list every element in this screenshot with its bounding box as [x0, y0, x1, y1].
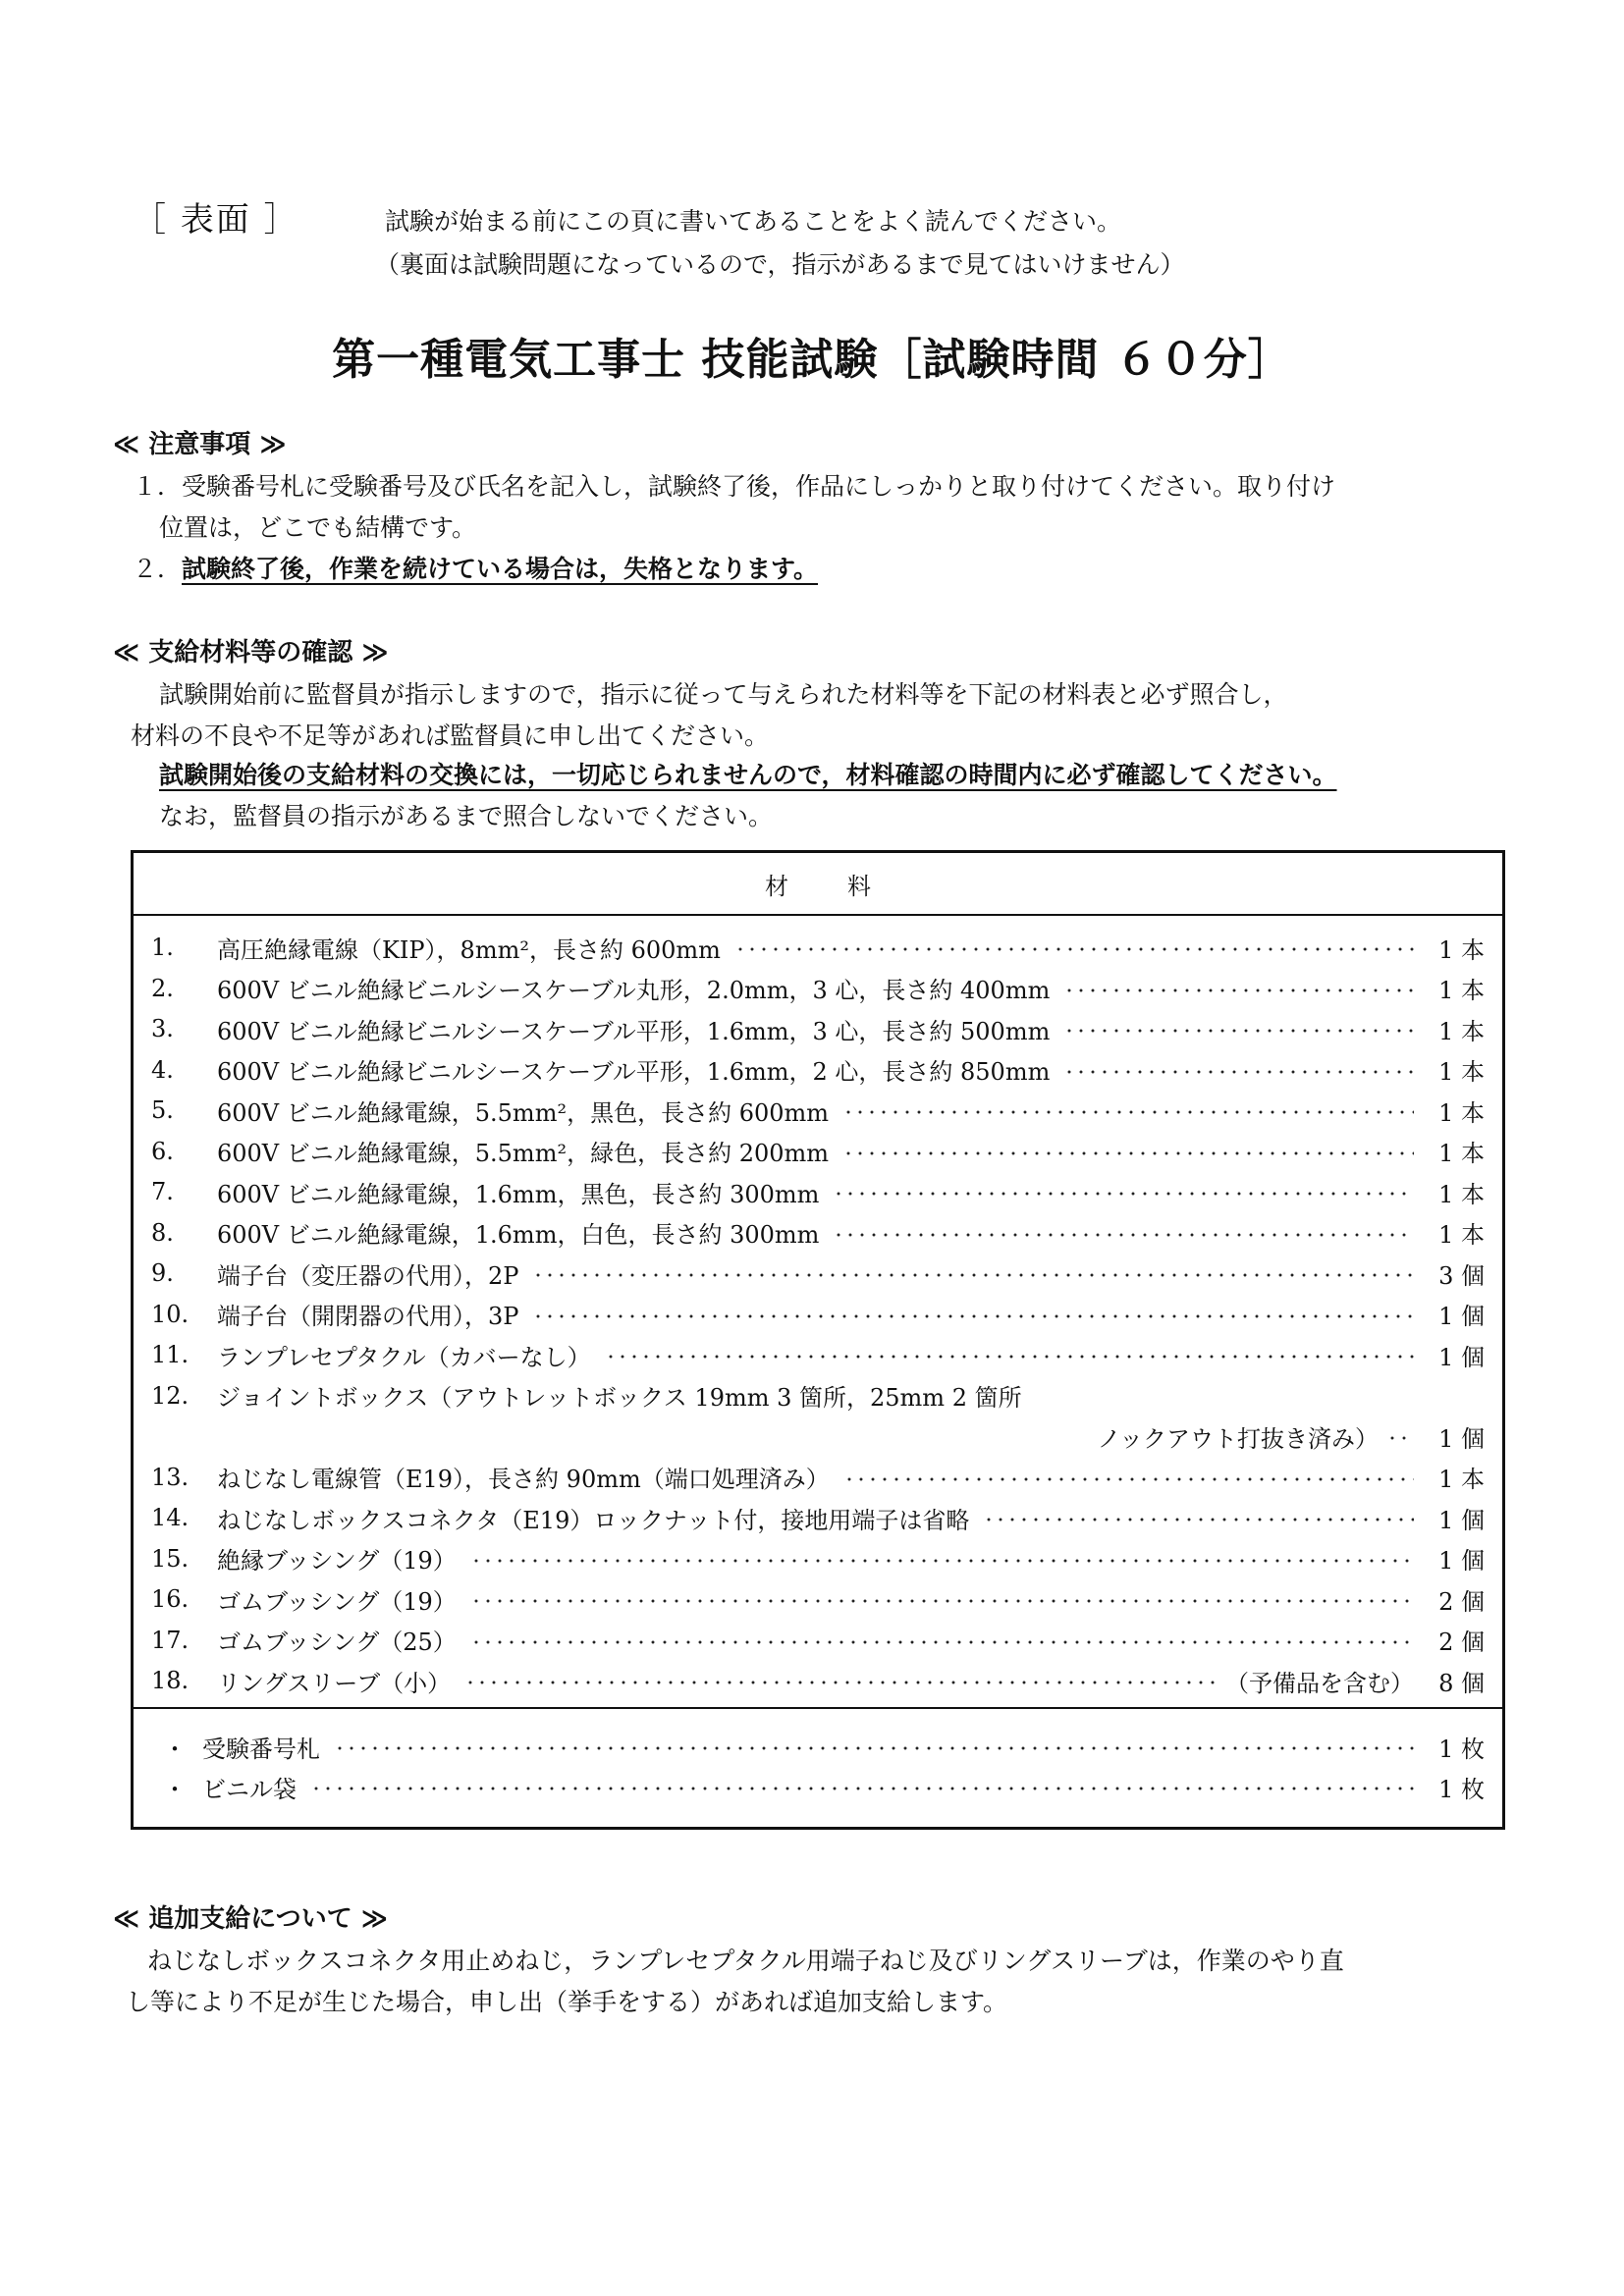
side-label: ［ 表面 ］ — [133, 200, 299, 240]
material-text: 600V ビニル絶縁電線，1.6mm，白色，長さ約 300mm — [217, 1221, 820, 1249]
material-description — [217, 1460, 1414, 1494]
material-text: 高圧絶縁電線（KIP），8mm²，長さ約 600mm — [217, 935, 721, 964]
material-text: 600V ビニル絶縁ビニルシースケーブル平形，1.6mm，2 心，長さ約 850mm — [217, 1058, 1051, 1086]
material-text: 端子台（変圧器の代用），2P — [217, 1261, 519, 1290]
material-row — [134, 1295, 1502, 1334]
dot-leader — [532, 1263, 1414, 1287]
notes-item2-text: 試験終了後，作業を続けている場合は，失格となります。 — [182, 555, 819, 583]
additional-heading: ≪ 追加支給について ≫ — [113, 1904, 389, 1934]
intro-line-1: 試験が始まる前にこの頁に書いてあることをよく読んでください。 — [385, 207, 1122, 236]
supply-check-heading: ≪ 支給材料等の確認 ≫ — [113, 638, 389, 667]
material-quantity: 1 本 — [1438, 1140, 1485, 1167]
material-number: 1. — [151, 934, 174, 961]
dot-leader — [842, 1100, 1414, 1124]
material-text: 絶縁ブッシング（19） — [217, 1547, 457, 1575]
material-quantity: 1 個 — [1438, 1424, 1485, 1453]
material-description — [217, 1215, 1414, 1250]
extra-text: 受験番号札 — [202, 1735, 320, 1763]
material-row — [134, 1579, 1502, 1619]
materials-divider — [134, 1707, 1502, 1709]
supply-check-line1: 試験開始前に監督員が指示しますので，指示に従って与えられた材料等を下記の材料表と必ず照合し， — [159, 680, 1288, 709]
notes-heading: ≪ 注意事項 ≫ — [113, 430, 287, 459]
material-row — [134, 1254, 1502, 1293]
extra-description — [202, 1730, 1414, 1764]
dot-leader — [1063, 979, 1414, 1002]
material-row — [134, 1172, 1502, 1211]
material-quantity: 1 個 — [1438, 1343, 1485, 1371]
notes-item1-line1: １．受験番号札に受験番号及び氏名を記入し，試験終了後，作品にしっかりと取り付けてください。取り付け — [133, 472, 1336, 501]
material-number: 2. — [151, 974, 174, 1002]
material-quantity: 1 個 — [1438, 1547, 1485, 1575]
material-description — [217, 1378, 1414, 1413]
material-description-continuation — [217, 1419, 1414, 1454]
dot-leader — [833, 1182, 1414, 1205]
material-number: 14. — [151, 1504, 189, 1531]
material-text: 600V ビニル絶縁電線，5.5mm²，緑色，長さ約 200mm — [217, 1140, 830, 1167]
extra-row — [134, 1767, 1502, 1806]
intro-line-2: （裏面は試験問題になっているので，指示があるまで見てはいけません） — [375, 250, 1185, 279]
notes-item2-number: ２． — [133, 555, 183, 583]
dot-leader — [334, 1736, 1414, 1760]
materials-table — [131, 850, 1505, 1830]
additional-line1: ねじなしボックスコネクタ用止めねじ，ランプレセプタクル用端子ねじ及びリングスリーブは，作業のやり直 — [147, 1947, 1344, 1975]
material-row — [134, 1376, 1502, 1415]
material-row — [134, 1009, 1502, 1048]
material-quantity: 1 個 — [1438, 1506, 1485, 1534]
material-quantity: 1 本 — [1438, 977, 1485, 1004]
material-description — [217, 1297, 1414, 1331]
material-number: 13. — [151, 1463, 189, 1491]
material-row — [134, 1539, 1502, 1578]
material-description — [217, 1134, 1414, 1168]
material-text: 600V ビニル絶縁電線，1.6mm，黒色，長さ約 300mm — [217, 1180, 820, 1208]
material-row — [134, 1213, 1502, 1253]
dot-leader — [983, 1508, 1414, 1531]
material-row — [134, 1335, 1502, 1374]
material-number: 8. — [151, 1218, 174, 1247]
supply-check-line3: 試験開始後の支給材料の交換には，一切応じられませんので，材料確認の時間内に必ず確認してください。 — [159, 761, 1337, 789]
dot-leader — [310, 1777, 1414, 1800]
supply-check-line2: 材料の不良や不足等があれば監督員に申し出てください。 — [131, 721, 770, 750]
material-number: 18. — [151, 1667, 189, 1694]
material-description — [217, 1623, 1414, 1657]
extra-text: ビニル袋 — [202, 1775, 297, 1803]
dot-leader — [734, 937, 1414, 961]
extra-bullet: ・ — [163, 1775, 187, 1803]
material-text: 600V ビニル絶縁ビニルシースケーブル平形，1.6mm，3 心，長さ約 500mm — [217, 1017, 1051, 1045]
material-text: ゴムブッシング（25） — [217, 1629, 457, 1656]
material-quantity: 8 個 — [1438, 1669, 1485, 1697]
material-number: 7. — [151, 1178, 174, 1205]
material-text: ねじなし電線管（E19），長さ約 90mm（端口処理済み） — [217, 1466, 830, 1493]
material-number: 3. — [151, 1015, 174, 1042]
material-quantity: 2 個 — [1438, 1629, 1485, 1656]
materials-header: 材料 — [134, 853, 1502, 916]
material-number: 11. — [151, 1341, 189, 1368]
material-quantity: 1 本 — [1438, 1466, 1485, 1493]
material-row — [134, 1621, 1502, 1660]
material-text: リングスリーブ（小） — [217, 1669, 452, 1697]
dot-leader — [843, 1468, 1414, 1491]
material-quantity: 1 本 — [1438, 1058, 1485, 1086]
material-text: ランプレセプタクル（カバーなし） — [217, 1343, 591, 1371]
material-text: ゴムブッシング（19） — [217, 1587, 457, 1616]
dot-leader — [833, 1223, 1414, 1247]
material-row — [134, 1050, 1502, 1090]
material-number: 9. — [151, 1259, 174, 1287]
material-quantity: 1 個 — [1438, 1303, 1485, 1330]
material-description — [217, 1012, 1414, 1046]
material-text: 600V ビニル絶縁電線，5.5mm²，黒色，長さ約 600mm — [217, 1098, 830, 1127]
material-number: 15. — [151, 1544, 189, 1573]
material-description — [217, 1664, 1414, 1698]
material-text: ねじなしボックスコネクタ（E19）ロックナット付，接地用端子は省略 — [217, 1506, 970, 1534]
dot-leader — [470, 1589, 1414, 1613]
material-number: 4. — [151, 1055, 174, 1084]
material-row — [134, 969, 1502, 1008]
material-description — [217, 1501, 1414, 1535]
material-description — [217, 1052, 1414, 1087]
page-title: 第一種電気工事士 技能試験［試験時間 ６０分］ — [332, 335, 1292, 385]
notes-item1-line2: 位置は，どこでも結構です。 — [159, 513, 477, 542]
dot-leader — [1063, 1060, 1414, 1084]
material-row — [134, 1091, 1502, 1130]
material-row-continuation — [134, 1416, 1502, 1456]
extra-description — [202, 1770, 1414, 1804]
dot-leader — [532, 1305, 1414, 1328]
material-description — [217, 971, 1414, 1005]
material-text: 端子台（開閉器の代用），3P — [217, 1303, 519, 1330]
dot-leader — [605, 1345, 1414, 1368]
supply-check-line4: なお，監督員の指示があるまで照合しないでください。 — [159, 802, 774, 830]
material-number: 5. — [151, 1096, 174, 1124]
material-row — [134, 928, 1502, 967]
material-note: （予備品を含む） — [1225, 1669, 1414, 1697]
additional-line2: し等により不足が生じた場合，申し出（挙手をする）があれば追加支給します。 — [126, 1988, 1008, 2016]
material-quantity: 2 個 — [1438, 1587, 1485, 1616]
material-quantity: 1 本 — [1438, 935, 1485, 964]
material-number: 12. — [151, 1381, 189, 1410]
dot-leader — [1386, 1426, 1414, 1450]
dot-leader — [470, 1630, 1414, 1654]
dot-leader — [842, 1142, 1414, 1165]
extra-bullet: ・ — [163, 1735, 187, 1763]
material-description — [217, 1541, 1414, 1575]
dot-leader — [470, 1549, 1414, 1573]
dot-leader — [1063, 1019, 1414, 1042]
material-row — [134, 1132, 1502, 1171]
material-row — [134, 1458, 1502, 1497]
material-text-continuation: ノックアウト打抜き済み） — [1097, 1424, 1379, 1453]
material-quantity: 1 本 — [1438, 1221, 1485, 1249]
material-quantity: 1 本 — [1438, 1180, 1485, 1208]
material-description — [217, 1338, 1414, 1372]
material-number: 10. — [151, 1300, 189, 1328]
extra-row — [134, 1727, 1502, 1766]
extra-quantity: 1 枚 — [1438, 1735, 1485, 1763]
material-description — [217, 1175, 1414, 1209]
material-row — [134, 1661, 1502, 1700]
material-description — [217, 1582, 1414, 1617]
material-description — [217, 931, 1414, 965]
material-number: 16. — [151, 1585, 189, 1613]
material-quantity: 1 本 — [1438, 1098, 1485, 1127]
material-number: 6. — [151, 1137, 174, 1165]
dot-leader — [464, 1671, 1216, 1694]
material-text: ジョイントボックス（アウトレットボックス 19mm 3 箇所，25mm 2 箇所 — [217, 1384, 1022, 1412]
extra-quantity: 1 枚 — [1438, 1775, 1485, 1803]
material-quantity: 1 本 — [1438, 1017, 1485, 1045]
material-row — [134, 1498, 1502, 1537]
notes-item2 — [133, 550, 818, 585]
material-description — [217, 1094, 1414, 1128]
material-number: 17. — [151, 1626, 189, 1654]
material-quantity: 3 個 — [1438, 1261, 1485, 1290]
material-description — [217, 1256, 1414, 1291]
material-text: 600V ビニル絶縁ビニルシースケーブル丸形，2.0mm，3 心，長さ約 400mm — [217, 977, 1051, 1004]
